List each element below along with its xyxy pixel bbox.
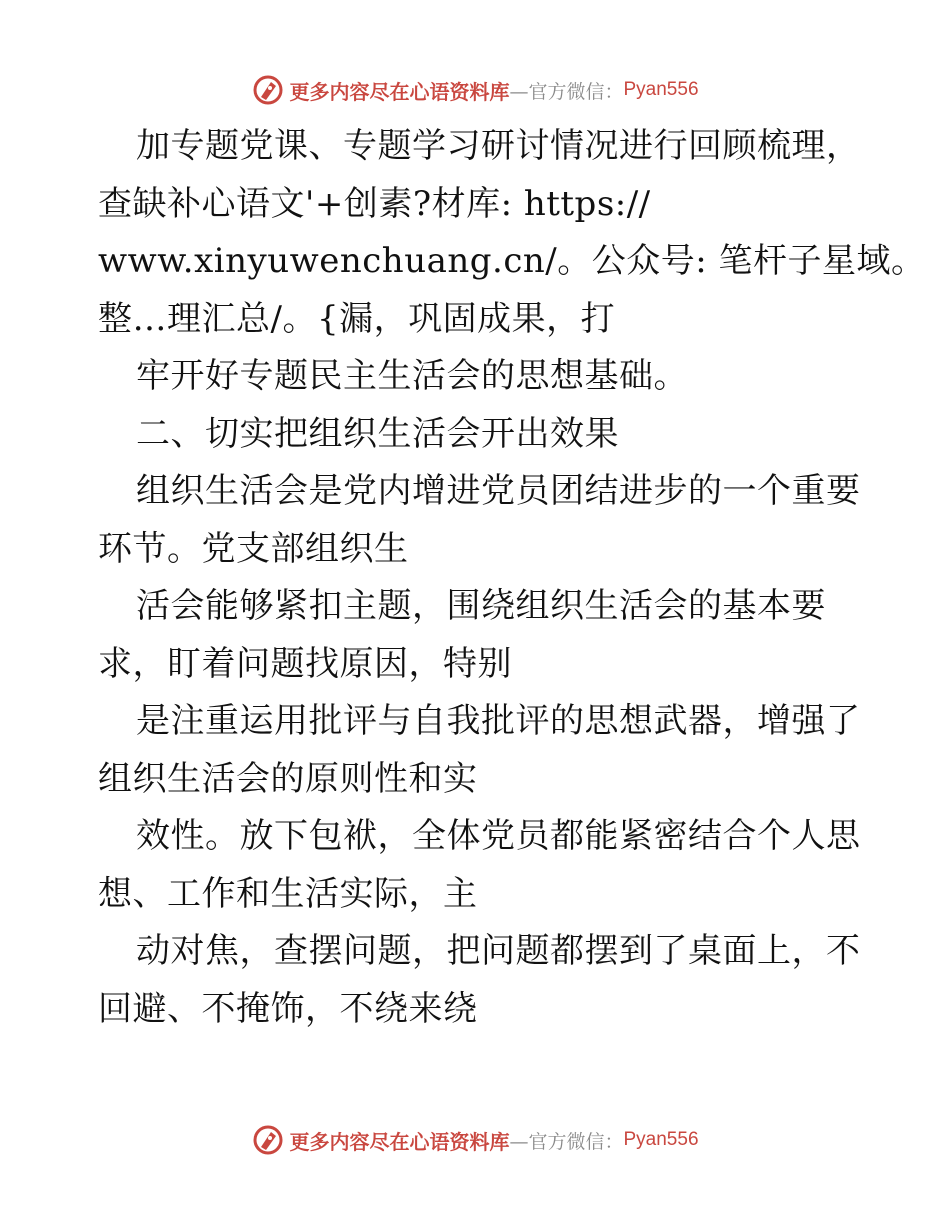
body-line: 回避、不掩饰，不绕来绕	[98, 988, 478, 1029]
body-line: 求，盯着问题找原因，特别	[98, 643, 512, 684]
body-line: 环节。党支部组织生	[98, 528, 409, 569]
body-line: 想、工作和生活实际，主	[98, 873, 478, 914]
body-line: 效性。放下包袱，全体党员都能紧密结合个人思	[136, 816, 861, 856]
watermark-separator: —官方微信：	[509, 80, 624, 103]
watermark-wechat-id: Pyan556	[623, 1129, 699, 1150]
body-line: 整…理汇总/。{漏，巩固成果，打	[98, 298, 616, 339]
body-line: 查缺补心语文'+创素?材库: https://	[98, 183, 651, 224]
header-watermark	[0, 70, 950, 110]
body-line: 动对焦，查摆问题，把问题都摆到了桌面上，不	[136, 931, 861, 971]
section-heading: 二、切实把组织生活会开出效果	[136, 413, 619, 454]
body-line: 活会能够紧扣主题，围绕组织生活会的基本要	[136, 586, 826, 626]
pen-nib-circle-icon	[251, 1123, 285, 1157]
pen-nib-circle-icon	[251, 73, 285, 107]
body-line: 加专题党课、专题学习研讨情况进行回顾梳理，	[136, 126, 861, 166]
watermark-brand: 更多内容尽在心语资料库	[289, 1129, 510, 1154]
footer-watermark	[0, 1120, 950, 1160]
watermark-separator: —官方微信：	[509, 1130, 624, 1153]
document-body	[98, 118, 926, 1038]
body-line: www.xinyuwenchuang.cn/。公众号: 笔杆子星域。	[98, 241, 926, 281]
watermark-wechat-id: Pyan556	[623, 79, 699, 100]
watermark-brand: 更多内容尽在心语资料库	[289, 79, 510, 104]
body-line: 组织生活会是党内增进党员团结进步的一个重要	[136, 471, 861, 511]
body-line: 是注重运用批评与自我批评的思想武器，增强了	[136, 701, 861, 741]
body-line: 组织生活会的原则性和实	[98, 758, 478, 799]
body-line: 牢开好专题民主生活会的思想基础。	[136, 356, 688, 396]
